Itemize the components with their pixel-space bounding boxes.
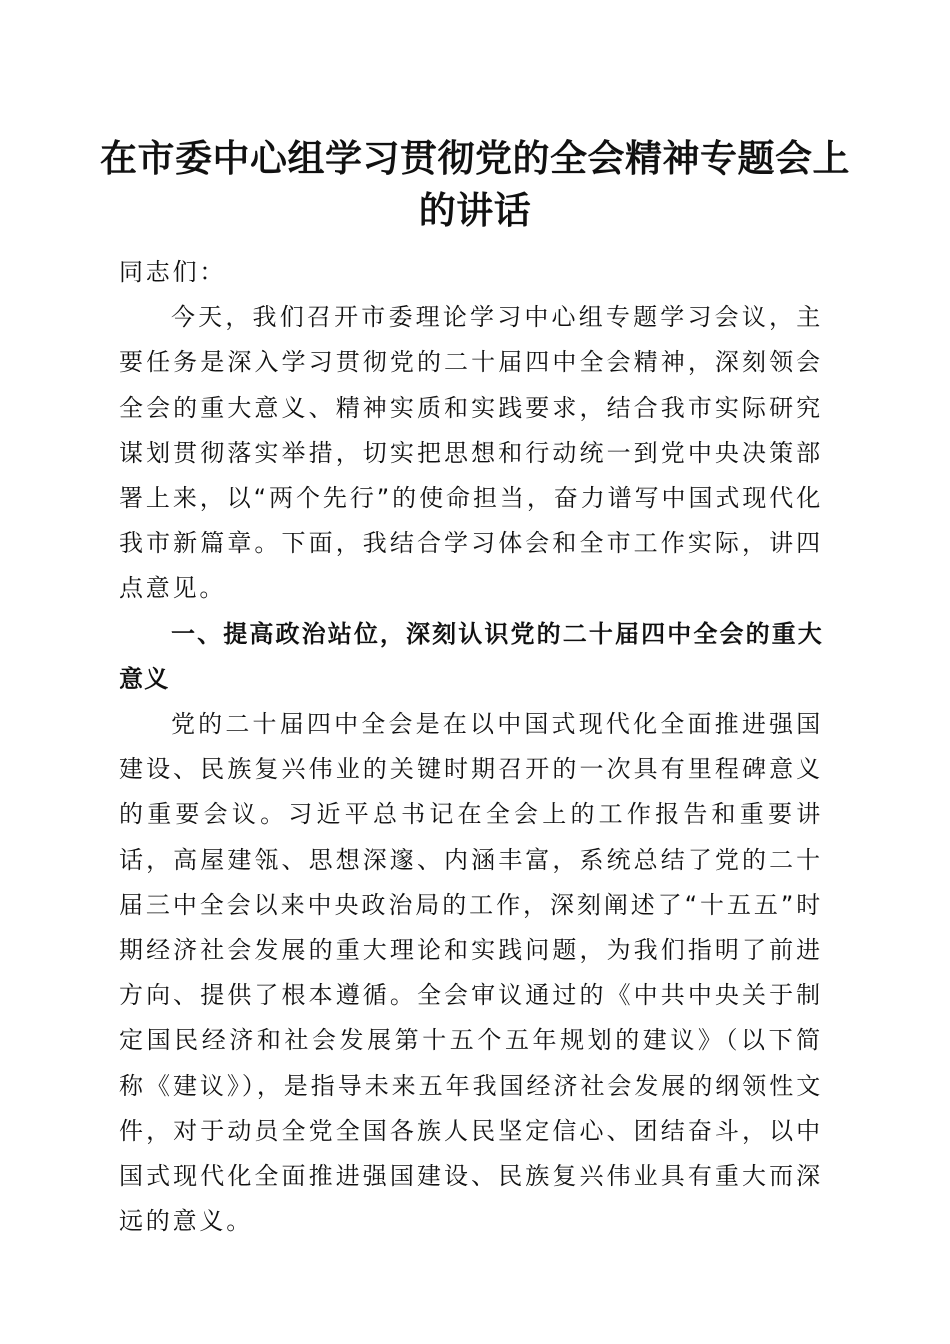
section-paragraph-1: 党的二十届四中全会是在以中国式现代化全面推进强国建设、民族复兴伟业的关键时期召开的一次具有里程碑意义的重要会议。习近平总书记在全会上的工作报告和重要讲话，高屋建瓴、思想深邃、内涵丰富，系统总结了党的二十届三中全会以来中央政治局的工作，深刻阐述了“十五五”时期经济社会发展的重大理论和实践问题，为我们指明了前进方向、提供了根本遵循。全会审议通过的《中共中央关于制定国民经济和社会发展第十五个五年规划的建议》（以下简称《建议》），是指导未来五年我国经济社会发展的纲领性文件，对于动员全党全国各族人民坚定信心、团结奋斗，以中国式现代化全面推进强国建设、民族复兴伟业具有重大而深远的意义。 [119, 710, 823, 1236]
section-heading-1: 一、提高政治站位，深刻认识党的二十届四中全会的重大意义 [119, 619, 823, 693]
intro-paragraph: 今天，我们召开市委理论学习中心组专题学习会议，主要任务是深入学习贯彻党的二十届四中全会精神，深刻领会全会的重大意义、精神实质和实践要求，结合我市实际研究谋划贯彻落实举措，切实把思想和行动统一到党中央决策部署上来，以“两个先行”的使命担当，奋力谱写中国式现代化我市新篇章。下面，我结合学习体会和全市工作实际，讲四点意见。 [119, 303, 823, 603]
document-title: 在市委中心组学习贯彻党的全会精神专题会上的讲话 [100, 136, 850, 232]
salutation: 同志们： [119, 258, 227, 286]
document-body [119, 250, 823, 1244]
